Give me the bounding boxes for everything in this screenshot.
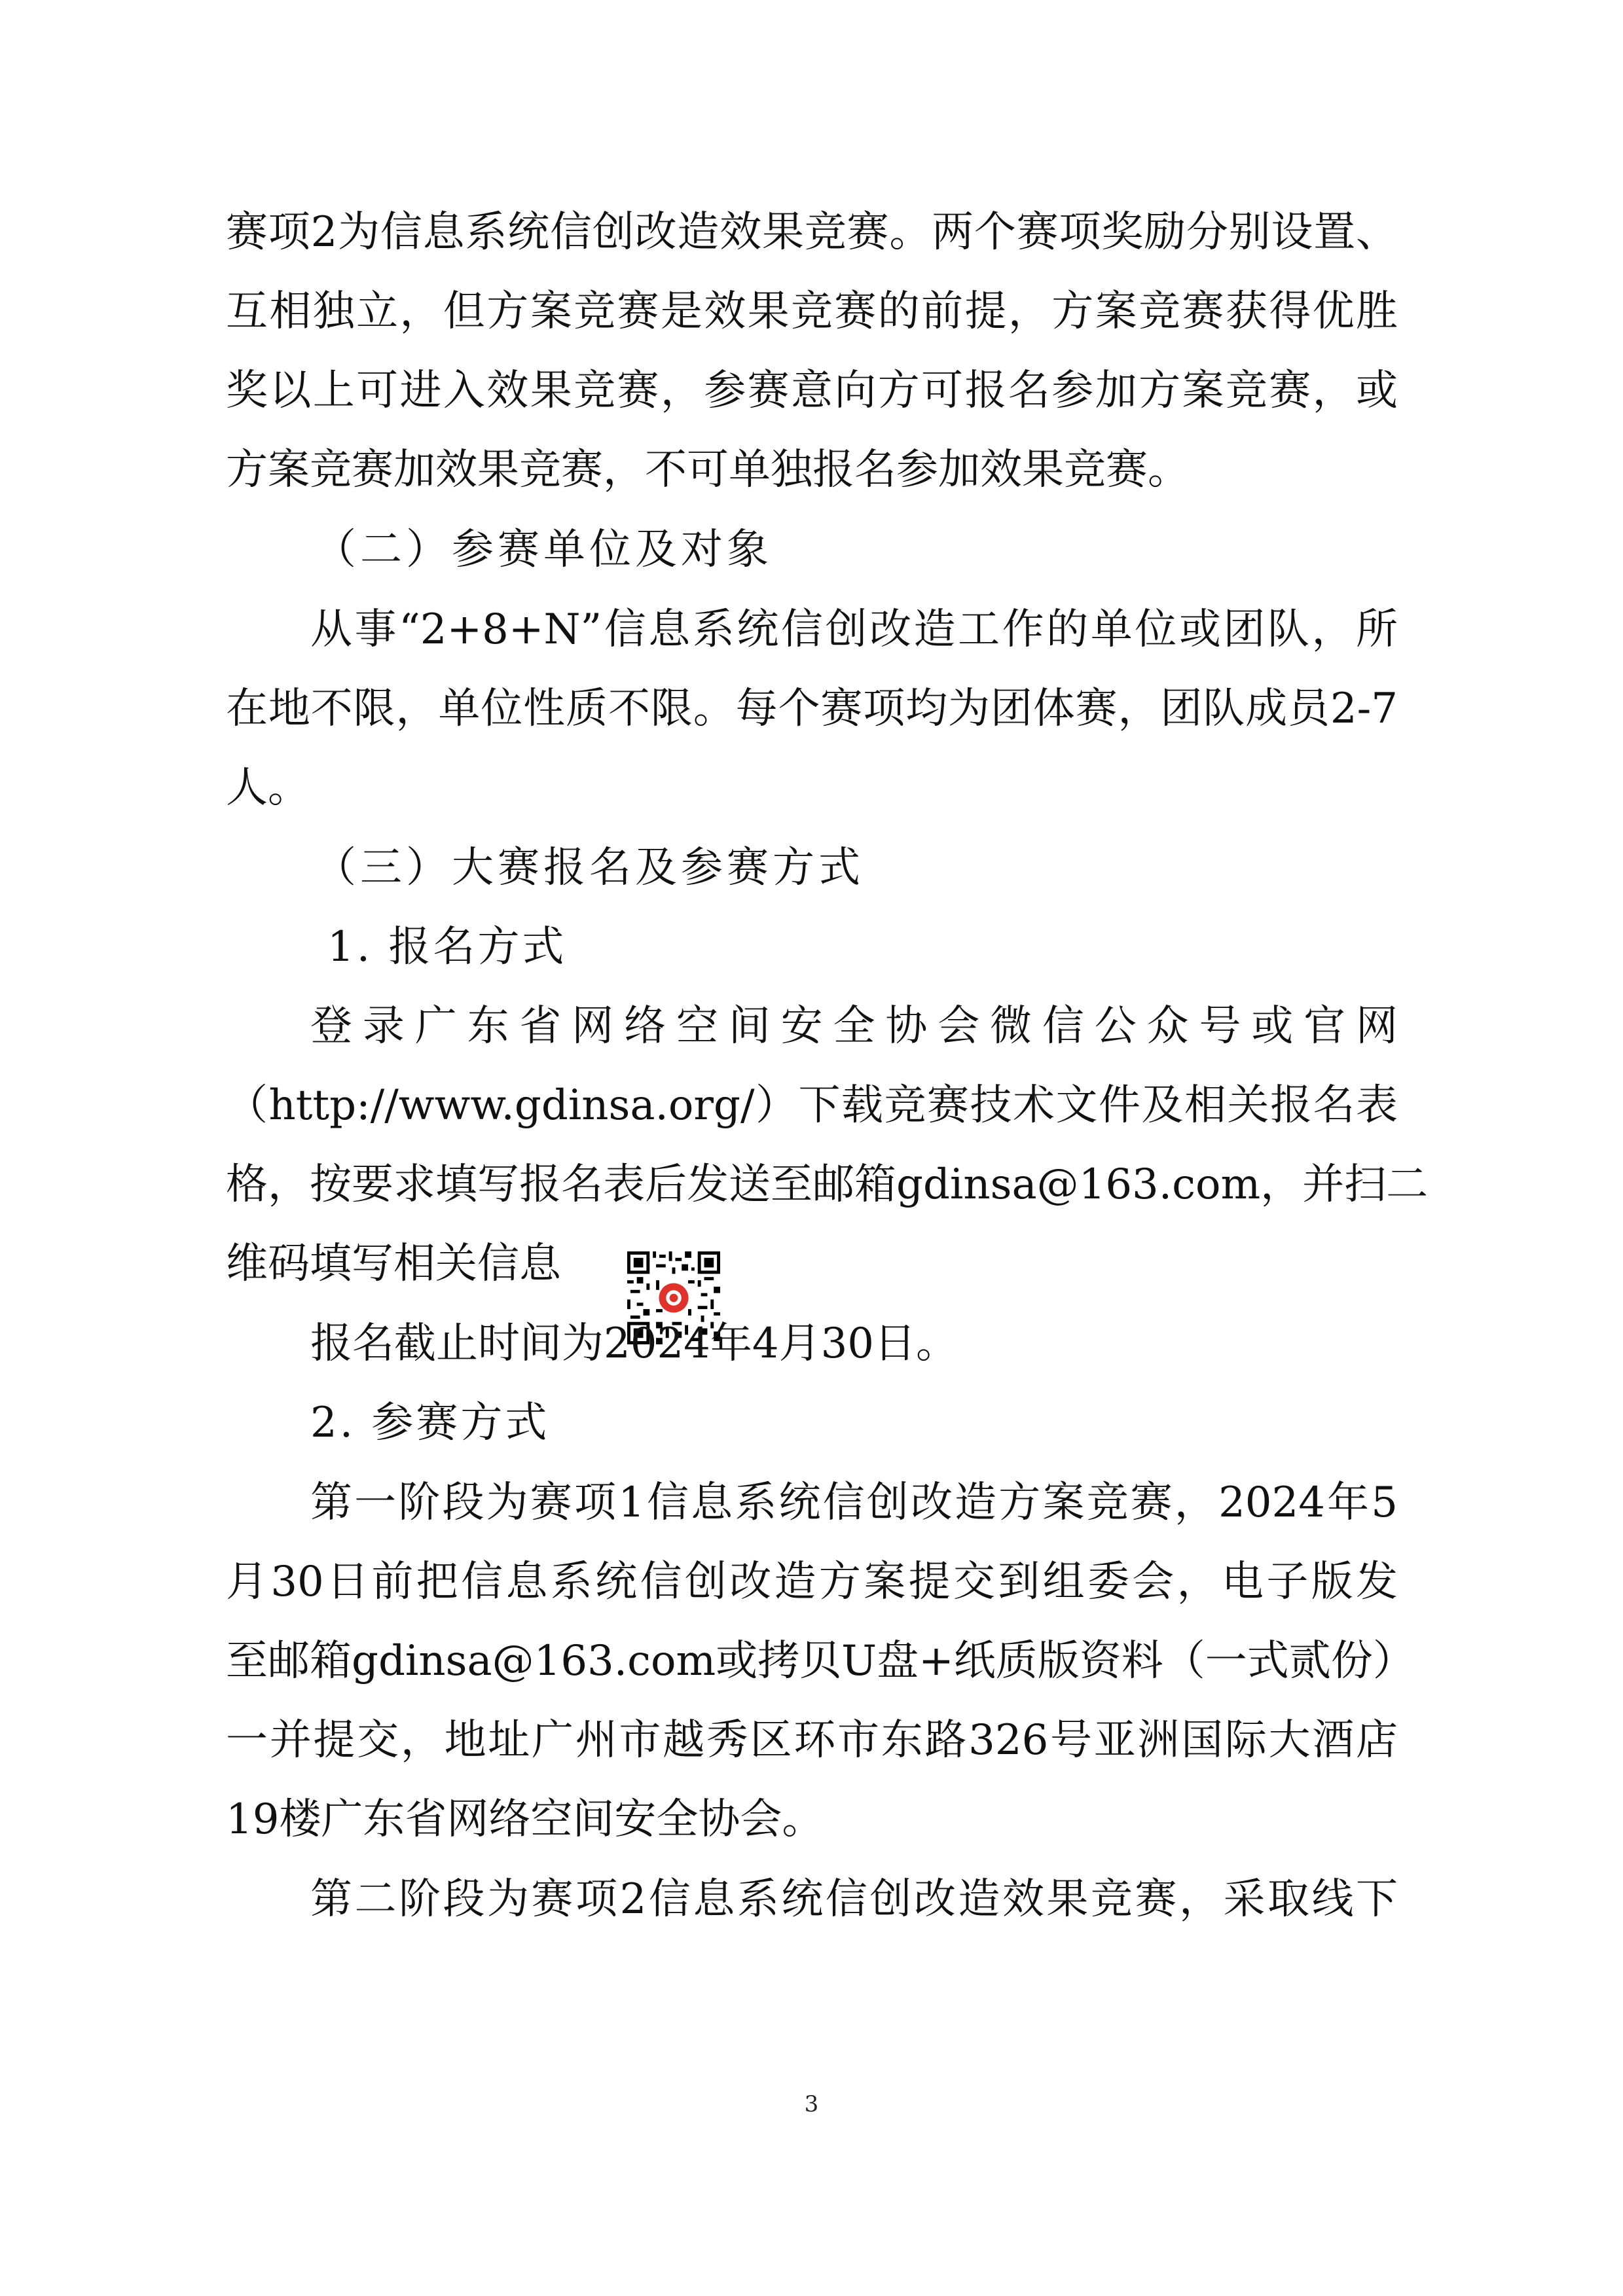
section-heading: （三）大赛报名及参赛方式 [314,844,864,892]
paragraph-line: 格，按要求填写报名表后发送至邮箱gdinsa@163.com，并扫二 [226,1160,1429,1209]
section-heading: （二）参赛单位及对象 [314,526,773,574]
paragraph-line: 维码填写相关信息 [226,1240,561,1288]
paragraph-line: 一并提交，地址广州市越秀区环市东路326号亚洲国际大酒店 [226,1716,1398,1765]
paragraph-line: （http://www.gdinsa.org/）下载竞赛技术文件及相关报名表 [226,1081,1398,1130]
paragraph-line: 从事“2+8+N”信息系统信创改造工作的单位或团队，所 [310,605,1398,654]
paragraph-line: 19楼广东省网络空间安全协会。 [226,1795,824,1844]
paragraph-line: 月30日前把信息系统信创改造方案提交到组委会，电子版发 [226,1558,1398,1606]
subsection-heading: 1. 报名方式 [327,923,567,971]
paragraph-line: 赛项2为信息系统信创改造效果竞赛。两个赛项奖励分别设置、 [226,208,1398,257]
paragraph-line: 至邮箱gdinsa@163.com或拷贝U盘+纸质版资料（一式贰份） [226,1637,1415,1685]
paragraph-line: 第一阶段为赛项1信息系统信创改造方案竞赛，2024年5 [310,1479,1398,1527]
paragraph-line: 人。 [226,764,310,812]
paragraph-line: 在地不限，单位性质不限。每个赛项均为团体赛，团队成员2-7 [226,685,1398,733]
paragraph-line: 方案竞赛加效果竞赛，不可单独报名参加效果竞赛。 [226,446,1190,494]
page-number: 3 [804,2091,819,2117]
subsection-heading: 2. 参赛方式 [310,1399,550,1447]
paragraph-line: 互相独立，但方案竞赛是效果竞赛的前提，方案竞赛获得优胜 [226,287,1398,336]
paragraph-line: 第二阶段为赛项2信息系统信创改造效果竞赛，采取线下 [310,1875,1398,1924]
paragraph-line: 登录广东省网络空间安全协会微信公众号或官网 [310,1002,1398,1050]
paragraph-line: 奖以上可进入效果竞赛，参赛意向方可报名参加方案竞赛，或 [226,367,1398,415]
paragraph-line: 报名截止时间为2024年4月30日。 [310,1319,958,1368]
